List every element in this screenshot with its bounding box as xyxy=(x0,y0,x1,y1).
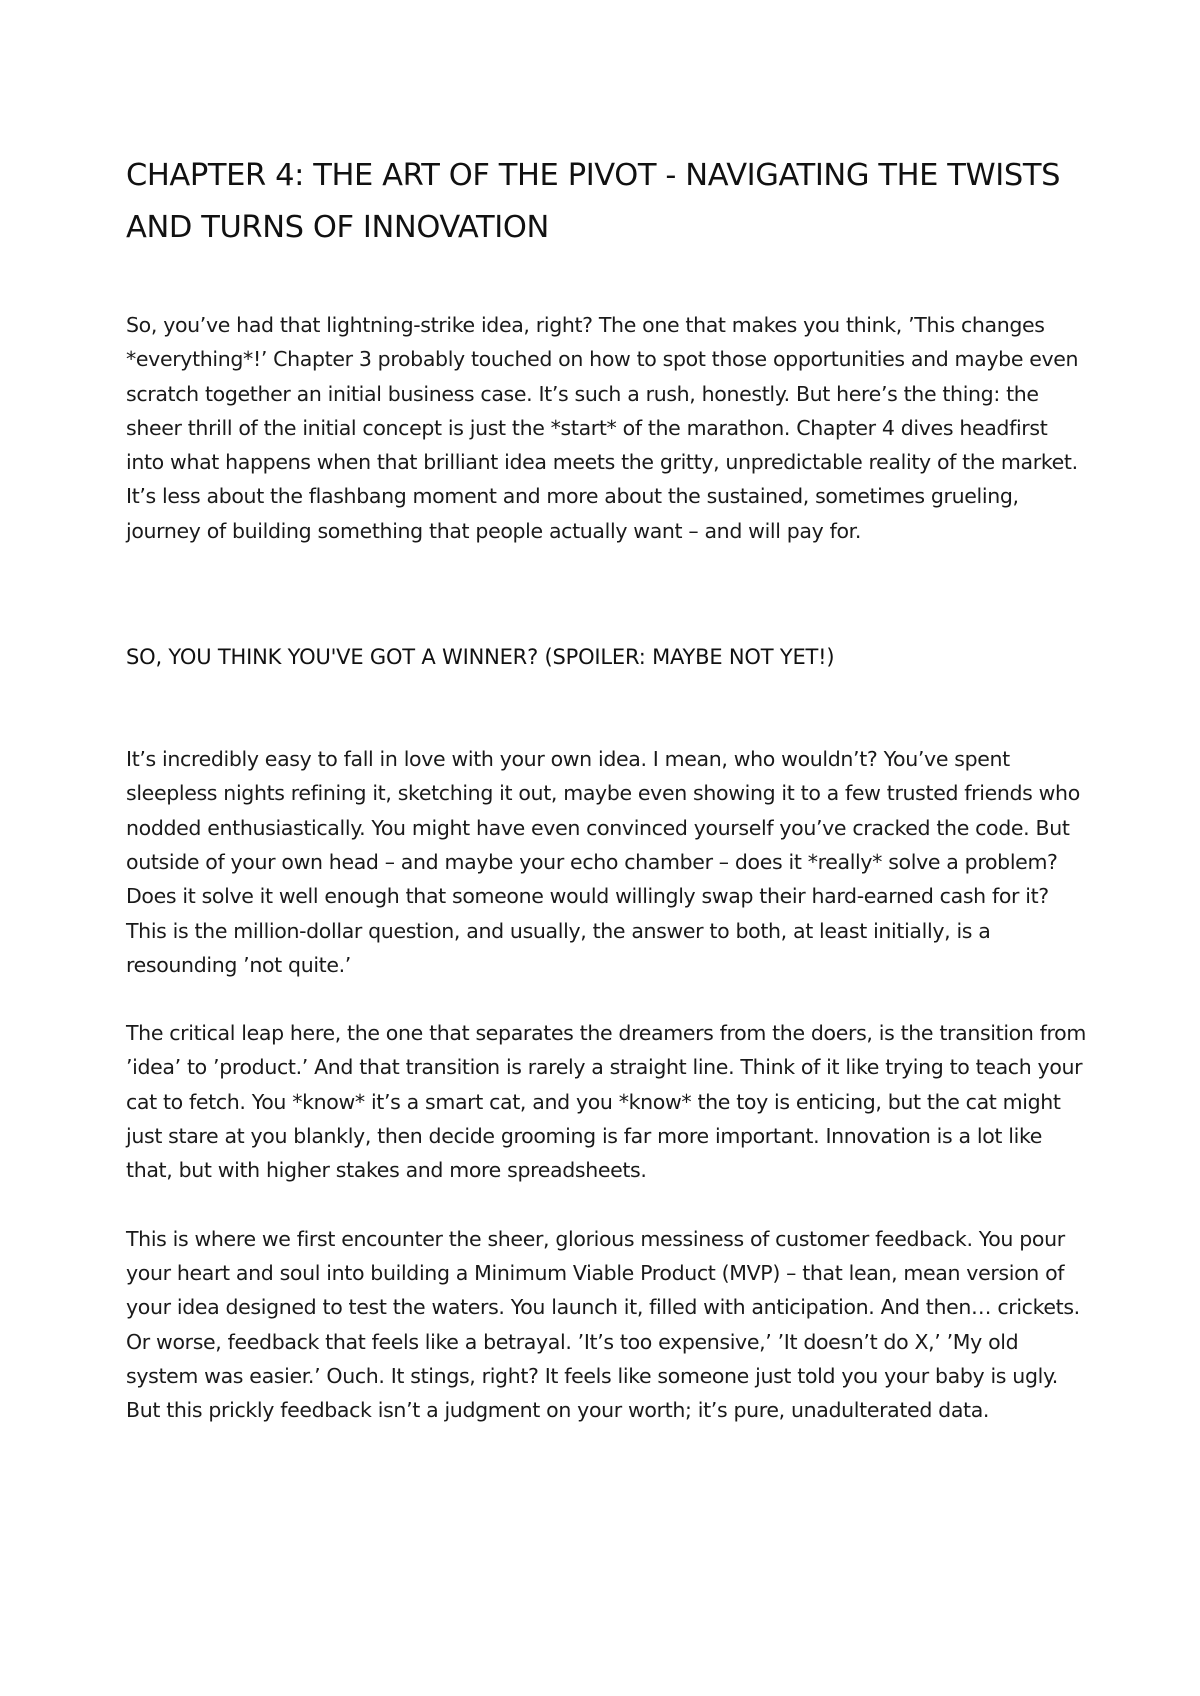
intro-paragraph: So, you’ve had that lightning-strike idea, right? The one that makes you think, ’This changes *everything*!’ Chapter 3 probably touched on how to spot those opportunities and maybe even scratch together an initial business case. It’s such a rush, honestly. But here’s the thing: the sheer thrill of the initial concept is just the *start* of the marathon. Chapter 4 dives headfirst into what happens when that brilliant idea meets the gritty, unpredictable reality of the market. It’s less about the flashbang moment and more about the sustained, sometimes grueling, journey of building something that people actually want – and will pay for. xyxy=(126,313,1079,543)
section-heading: SO, YOU THINK YOU'VE GOT A WINNER? (SPOILER: MAYBE NOT YET!) xyxy=(126,645,835,670)
chapter-title: CHAPTER 4: THE ART OF THE PIVOT - NAVIGATING THE TWISTS AND TURNS OF INNOVATION xyxy=(126,158,1061,245)
body-paragraph: It’s incredibly easy to fall in love with your own idea. I mean, who wouldn’t? You’ve spent sleepless nights refining it, sketching it out, maybe even showing it to a few trusted friends who nodded enthusiastically. You might have even convinced yourself you’ve cracked the code. But outside of your own head – and maybe your echo chamber – does it *really* solve a problem? Does it solve it well enough that someone would willingly swap their hard-earned cash for it? This is the million-dollar question, and usually, the answer to both, at least initially, is a resounding ’not quite.’ xyxy=(126,747,1080,977)
body-paragraph: The critical leap here, the one that separates the dreamers from the doers, is the transition from ’idea’ to ’product.’ And that transition is rarely a straight line. Think of it like trying to teach your cat to fetch. You *know* it’s a smart cat, and you *know* the toy is enticing, but the cat might just stare at you blankly, then decide grooming is far more important. Innovation is a lot like that, but with higher stakes and more spreadsheets. xyxy=(126,1021,1086,1183)
body-paragraph: This is where we first encounter the sheer, glorious messiness of customer feedback. You pour your heart and soul into building a Minimum Viable Product (MVP) – that lean, mean version of your idea designed to test the waters. You launch it, filled with anticipation. And then… crickets. Or worse, feedback that feels like a betrayal. ’It’s too expensive,’ ’It doesn’t do X,’ ’My old system was easier.’ Ouch. It stings, right? It feels like someone just told you your baby is ugly. But this prickly feedback isn’t a judgment on your worth; it’s pure, unadulterated data. xyxy=(126,1226,1080,1423)
page-content xyxy=(126,150,1086,1427)
